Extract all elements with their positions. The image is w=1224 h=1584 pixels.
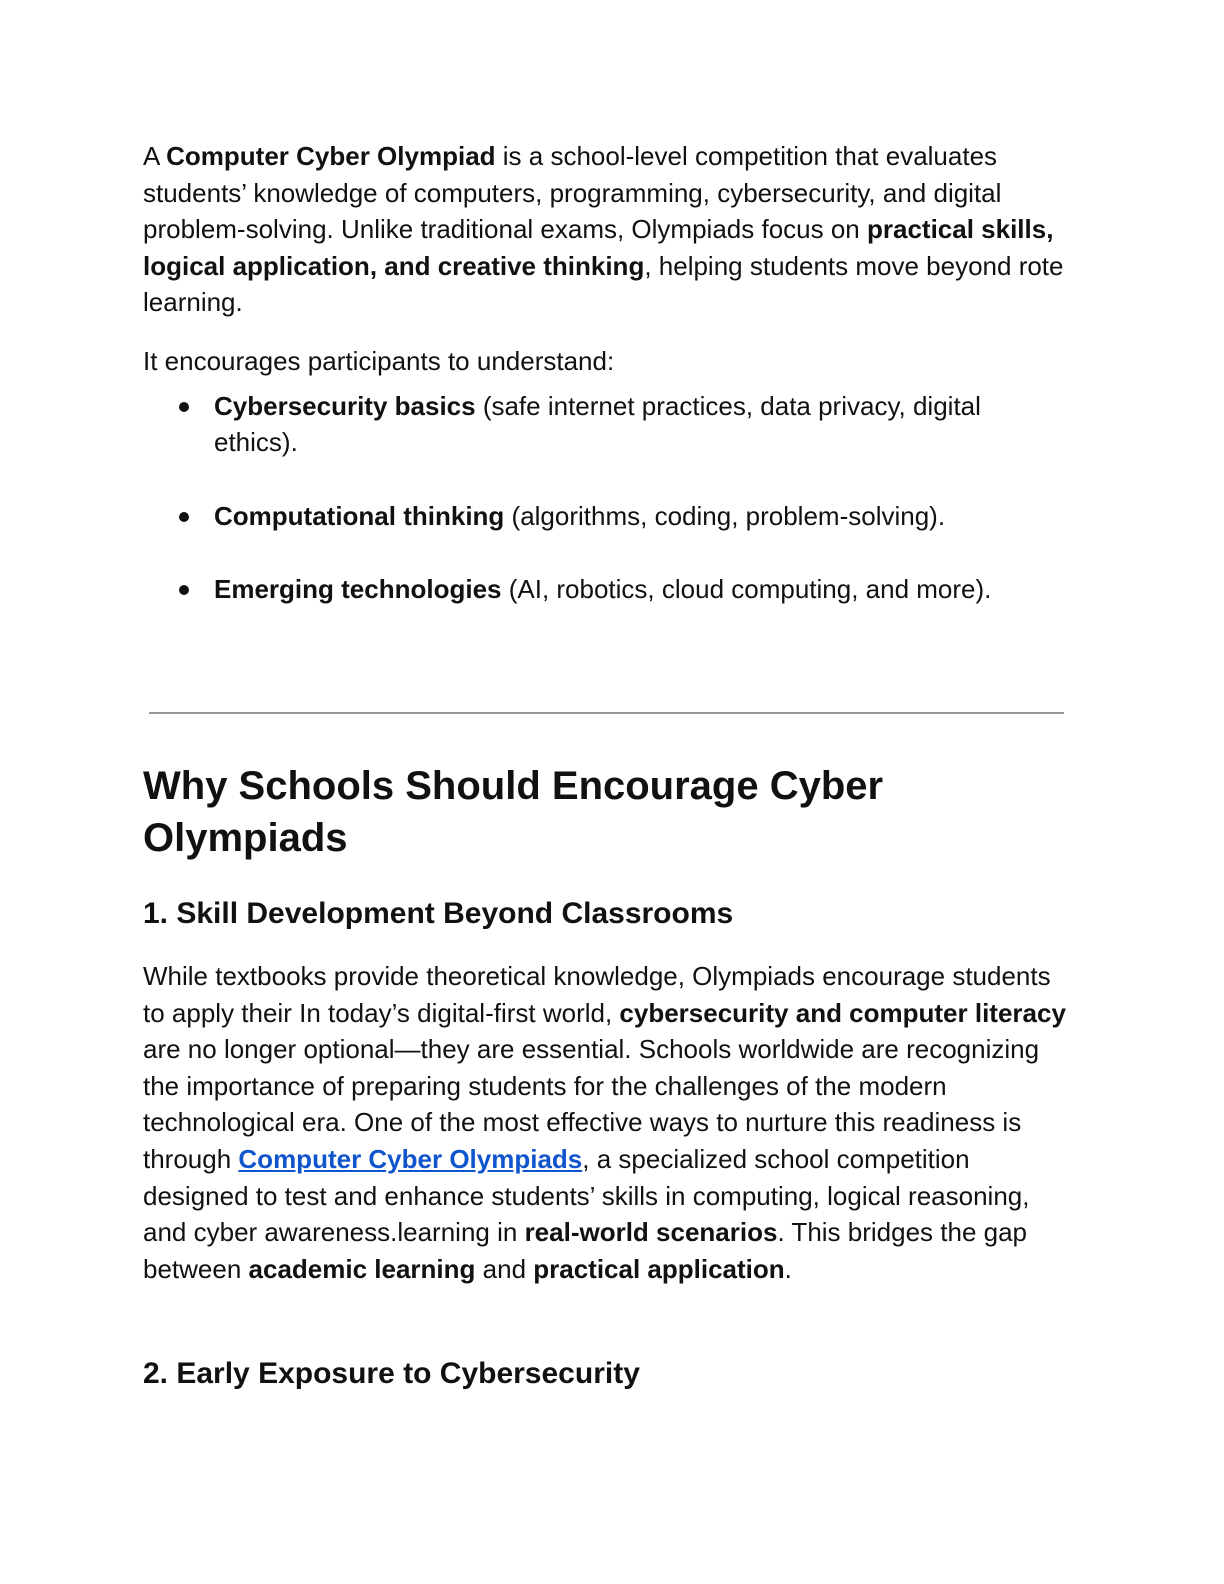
list-item-text: (algorithms, coding, problem-solving). (504, 500, 946, 531)
list-item-text: (safe internet practices, data privacy, digital ethics). (214, 390, 981, 458)
list-item-bold: Computational thinking (214, 500, 505, 531)
intro-text-3: , helping students move beyond rote learning. (143, 250, 1064, 318)
s1-bold-2: real-world scenarios (524, 1217, 778, 1248)
list-item-bold: Cybersecurity basics (214, 390, 476, 421)
list-item-bold: Emerging technologies (214, 574, 502, 605)
horizontal-divider (149, 712, 1064, 714)
section-heading-2: 2. Early Exposure to Cybersecurity (143, 1357, 640, 1390)
topic-list (143, 388, 1068, 608)
intro-text-2: is a school-level competition that evaluates students’ knowledge of computers, programming, cybersecurity, and digital problem-solving. Unlike traditional exams, Olympiads focus on (143, 141, 1002, 245)
document-body (143, 138, 1068, 645)
list-item (214, 498, 1068, 535)
s1-text-2: are no longer optional—they are essential. Schools worldwide are recognizing the importance of preparing students for the challenges of the modern technological era. One of the most effective ways to nurture this readiness is through (143, 1034, 1040, 1174)
intro-bold-1: Computer Cyber Olympiad (166, 141, 496, 171)
s1-text-5: and (475, 1253, 534, 1284)
section-heading-1: 1. Skill Development Beyond Classrooms (143, 897, 734, 930)
list-item-text: (AI, robotics, cloud computing, and more). (501, 574, 992, 605)
section-1-body (143, 958, 1068, 1287)
s1-bold-3: academic learning (248, 1253, 476, 1284)
list-item (214, 571, 1068, 608)
s1-text-3: , a specialized school competition designed to test and enhance students’ skills in computing, logical reasoning, and cyber awareness.learning in (143, 1143, 1030, 1248)
intro-bold-2: practical skills, logical application, and creative thinking (143, 214, 1054, 281)
section-1-paragraph (143, 958, 1068, 1287)
olympiad-link[interactable]: Computer Cyber Olympiads (238, 1143, 583, 1174)
s1-bold-1: cybersecurity and computer literacy (619, 997, 1066, 1028)
list-item (214, 388, 1068, 461)
main-heading: Why Schools Should Encourage Cyber Olympiads (143, 764, 884, 860)
intro-text-1: A (143, 141, 167, 171)
s1-bold-4: practical application (533, 1253, 785, 1284)
s1-text-6: . (784, 1253, 792, 1284)
bullet-icon (179, 512, 189, 522)
bullet-icon (179, 585, 189, 595)
lead-paragraph: It encourages participants to understand: (143, 345, 615, 376)
bullet-icon (179, 402, 189, 412)
s1-text-1: While textbooks provide theoretical knowledge, Olympiads encourage students to apply their In today’s digital-first world, (143, 961, 1051, 1028)
intro-paragraph (143, 138, 1068, 321)
s1-text-4: . This bridges the gap between (143, 1217, 1028, 1284)
